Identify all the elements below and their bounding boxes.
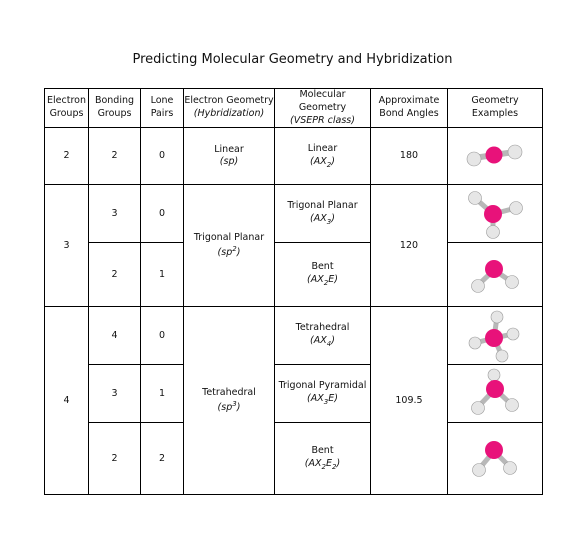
molecular-geometry-cell: Bent $(AX_2E)$: [275, 243, 371, 307]
electron-geometry-cell: Trigonal Planar $(sp^2)$: [184, 185, 275, 307]
lone-pairs-cell: 0: [141, 128, 184, 185]
electron-geometry-cell: Linear (sp): [184, 128, 275, 185]
molecular-geometry-cell: Bent $(AX_2E_2)$: [275, 423, 371, 495]
molecular-geometry-cell: Tetrahedral $(AX_4)$: [275, 307, 371, 365]
lone-pairs-cell: 0: [141, 185, 184, 243]
lone-pairs-cell: 1: [141, 243, 184, 307]
example-cell: [448, 307, 543, 365]
header-row: [45, 89, 543, 128]
header-lone-pairs: Lone Pairs: [141, 89, 184, 128]
header-bond-angles: Approximate Bond Angles: [371, 89, 448, 128]
geometry-table: [44, 88, 543, 495]
bonding-groups-cell: 3: [89, 365, 141, 423]
electron-groups-cell: 3: [45, 185, 89, 307]
bent-molecule-icon: [460, 431, 530, 487]
trigonal-pyramidal-molecule-icon: [460, 367, 530, 421]
electron-groups-cell: 2: [45, 128, 89, 185]
bonding-groups-cell: 2: [89, 243, 141, 307]
page-title: Predicting Molecular Geometry and Hybridization: [132, 52, 453, 67]
table-row: [45, 307, 543, 365]
header-electron-groups: Electron Groups: [45, 89, 89, 128]
bonding-groups-cell: 3: [89, 185, 141, 243]
bond-angle-cell: 120: [371, 185, 448, 307]
table-row: [45, 185, 543, 243]
header-molecular-geometry: Molecular Geometry (VSEPR class): [275, 89, 371, 128]
tetrahedral-molecule-icon: [460, 309, 530, 363]
molecular-geometry-cell: Trigonal Planar $(AX_3)$: [275, 185, 371, 243]
lone-pairs-cell: 1: [141, 365, 184, 423]
example-cell: [448, 423, 543, 495]
header-geometry-examples: Geometry Examples: [448, 89, 543, 128]
electron-groups-cell: 4: [45, 307, 89, 495]
bonding-groups-cell: 2: [89, 128, 141, 185]
example-cell: [448, 128, 543, 185]
molecular-geometry-cell: Trigonal Pyramidal $(AX_3E)$: [275, 365, 371, 423]
table-row: [45, 128, 543, 185]
bonding-groups-cell: 2: [89, 423, 141, 495]
electron-geometry-cell: Tetrahedral $(sp^3)$: [184, 307, 275, 495]
table-row: [45, 243, 543, 307]
lone-pairs-cell: 2: [141, 423, 184, 495]
lone-pairs-cell: 0: [141, 307, 184, 365]
linear-molecule-icon: [460, 136, 530, 176]
header-electron-geometry: Electron Geometry (Hybridization): [184, 89, 275, 128]
trigonal-planar-molecule-icon: [460, 188, 530, 240]
molecular-geometry-cell: Linear $(AX_2)$: [275, 128, 371, 185]
example-cell: [448, 185, 543, 243]
example-cell: [448, 243, 543, 307]
bonding-groups-cell: 4: [89, 307, 141, 365]
table-row: [45, 365, 543, 423]
bent-molecule-icon: [460, 250, 530, 300]
bond-angle-cell: 109.5: [371, 307, 448, 495]
bond-angle-cell: 180: [371, 128, 448, 185]
example-cell: [448, 365, 543, 423]
header-bonding-groups: Bonding Groups: [89, 89, 141, 128]
table-row: [45, 423, 543, 495]
